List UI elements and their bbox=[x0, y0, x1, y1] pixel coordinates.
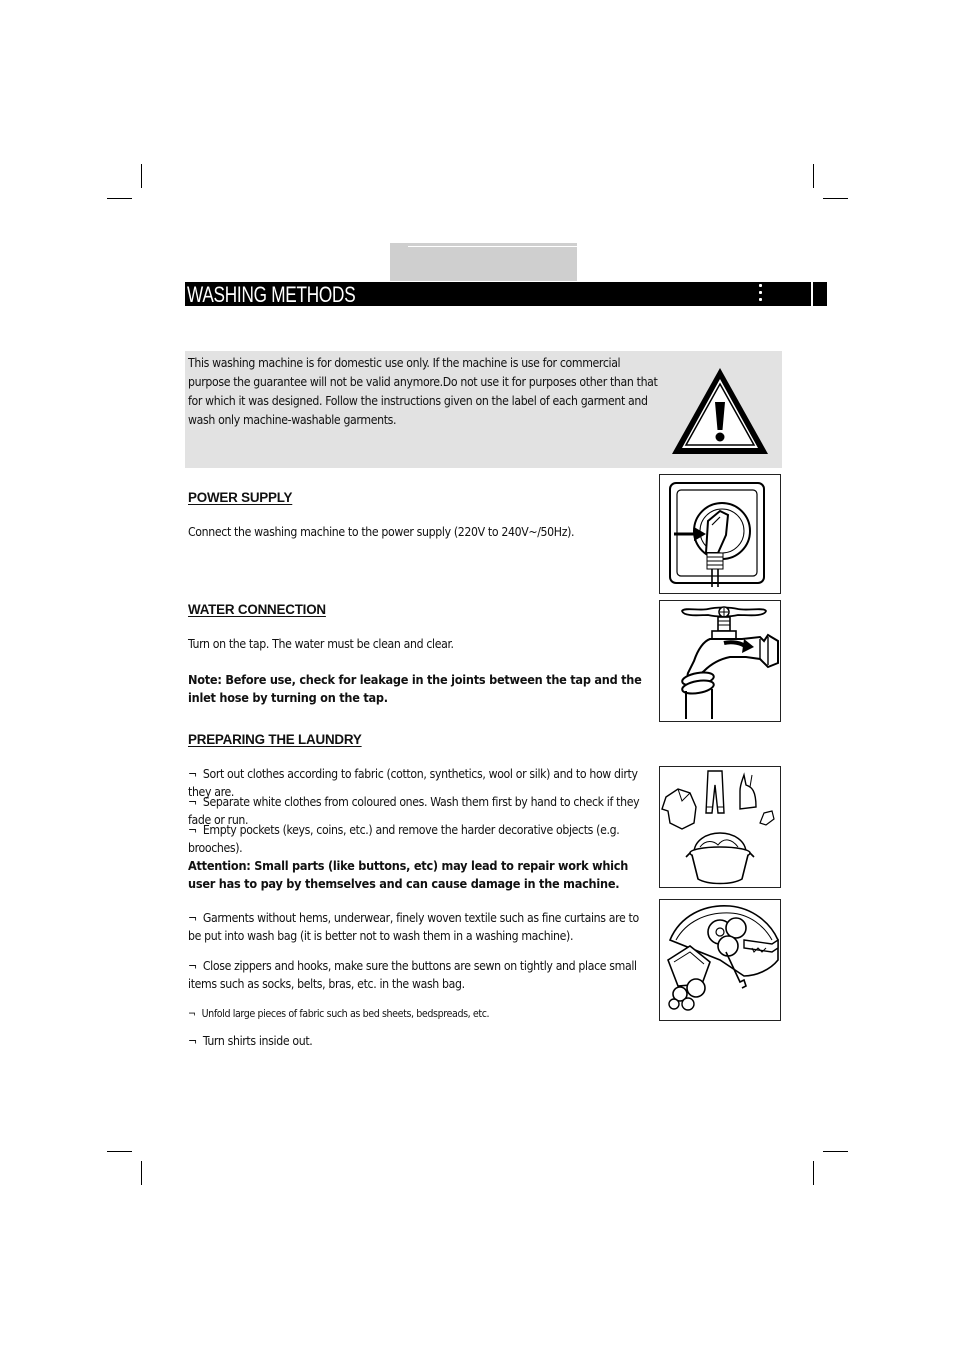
crop-mark bbox=[107, 1151, 132, 1152]
power-supply-heading: POWER SUPPLY bbox=[188, 490, 293, 505]
warning-triangle-icon bbox=[670, 366, 770, 458]
list-item: ¬ Turn shirts inside out. bbox=[188, 1032, 650, 1050]
list-item: ¬ Close zippers and hooks, make sure the buttons are sewn on tightly and place small items such as socks, belts, bras, etc. in the wash bag. bbox=[188, 957, 650, 993]
header-tab-strip bbox=[390, 243, 577, 281]
crop-mark bbox=[107, 198, 132, 199]
water-connection-heading: WATER CONNECTION bbox=[188, 602, 326, 617]
laundry-heading: PREPARING THE LAUNDRY bbox=[188, 732, 362, 747]
list-item: ¬ Separate white clothes from coloured ones. Wash them first by hand to check if they fade or run. bbox=[188, 793, 650, 829]
title-bar-divider bbox=[811, 282, 813, 306]
warning-box bbox=[185, 351, 782, 468]
crop-mark bbox=[141, 1161, 142, 1185]
power-supply-text: Connect the washing machine to the power supply (220V to 240V~/50Hz). bbox=[188, 525, 575, 539]
list-item: ¬ Empty pockets (keys, coins, etc.) and remove the harder decorative objects (e.g. brooches). bbox=[188, 821, 650, 857]
plug-socket-icon bbox=[659, 474, 781, 594]
clothes-basket-icon bbox=[659, 766, 781, 888]
title-bar bbox=[185, 282, 827, 306]
page-title: WASHING METHODS bbox=[187, 282, 356, 307]
water-connection-text: Turn on the tap. The water must be clean and clear. bbox=[188, 637, 454, 651]
list-item: ¬ Garments without hems, underwear, finely woven textile such as fine curtains are to be put into wash bag (it is better not to wash them in a washing machine). bbox=[188, 909, 650, 945]
crop-mark bbox=[813, 164, 814, 188]
dots-icon bbox=[759, 284, 763, 305]
attention-note: Attention: Small parts (like buttons, etc) may lead to repair work which user has to pay by themselves and can cause damage in the machine. bbox=[188, 858, 629, 891]
keys-coins-icon bbox=[659, 899, 781, 1021]
water-tap-icon bbox=[659, 600, 781, 722]
warning-text: This washing machine is for domestic use only. If the machine is use for commercial purpose the guarantee will not be valid anymore.Do not use it for purposes other than that for which it was designed. Follow the instructions given on the label of each garment and wash only machine-washable garments. bbox=[188, 356, 658, 427]
water-connection-note: Note: Before use, check for leakage in the joints between the tap and the inlet hose by turning on the tap. bbox=[188, 672, 642, 705]
crop-mark bbox=[823, 198, 848, 199]
list-item: ¬ Sort out clothes according to fabric (cotton, synthetics, wool or silk) and to how dirty they are. bbox=[188, 765, 650, 801]
crop-mark bbox=[823, 1151, 848, 1152]
crop-mark bbox=[141, 164, 142, 188]
list-item: ¬ Unfold large pieces of fabric such as bed sheets, bedspreads, etc. bbox=[188, 1005, 650, 1023]
crop-mark bbox=[813, 1161, 814, 1185]
